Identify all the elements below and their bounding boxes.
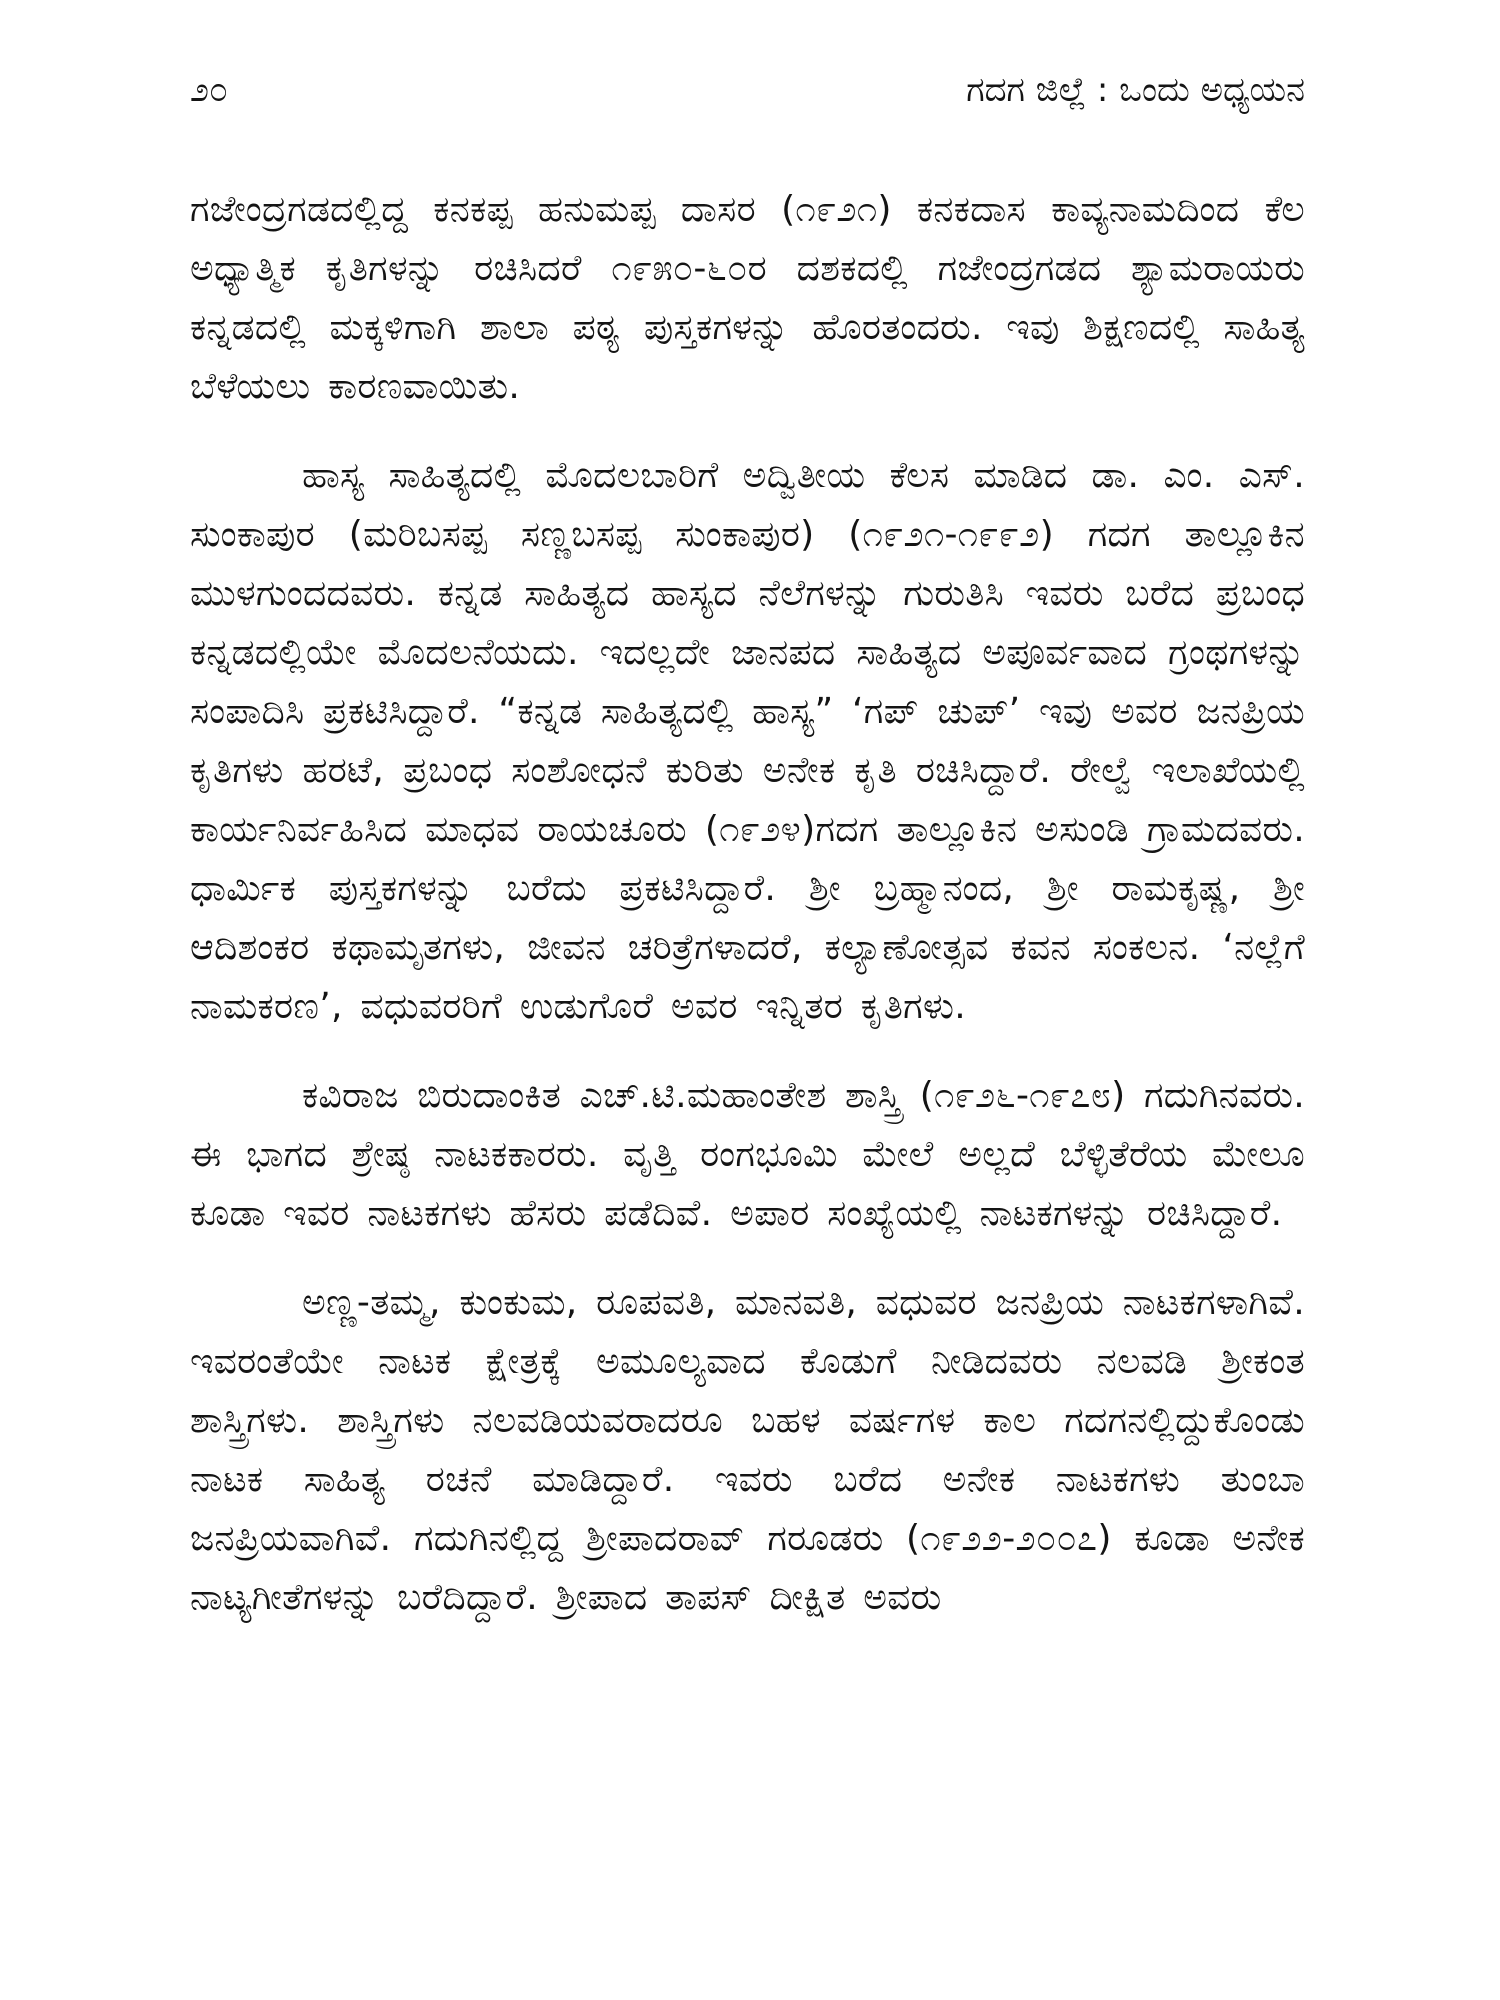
paragraph: ಹಾಸ್ಯ ಸಾಹಿತ್ಯದಲ್ಲಿ ಮೊದಲಬಾರಿಗೆ ಅದ್ವಿತೀಯ ಕೆಲಸ ಮಾಡಿದ ಡಾ. ಎಂ. ಎಸ್. ಸುಂಕಾಪುರ (ಮರಿಬಸಪ್ಪ ಸಣ್ಣಬಸಪ್ಪ ಸುಂಕಾಪುರ) (೧೯೨೧-೧೯೯೨) ಗದಗ ತಾಲ್ಲೂಕಿನ ಮುಳಗುಂದದವರು. ಕನ್ನಡ ಸಾಹಿತ್ಯದ ಹಾಸ್ಯದ ನೆಲೆಗಳನ್ನು ಗುರುತಿಸಿ ಇವರು ಬರೆದ ಪ್ರಬಂಧ ಕನ್ನಡದಲ್ಲಿಯೇ ಮೊದಲನೆಯದು. ಇದಲ್ಲದೇ ಜಾನಪದ ಸಾಹಿತ್ಯದ ಅಪೂರ್ವವಾದ ಗ್ರಂಥಗಳನ್ನು ಸಂಪಾದಿಸಿ ಪ್ರಕಟಿಸಿದ್ದಾರೆ. “ಕನ್ನಡ ಸಾಹಿತ್ಯದಲ್ಲಿ ಹಾಸ್ಯ” ‘ಗಪ್ ಚುಪ್’ ಇವು ಅವರ ಜನಪ್ರಿಯ ಕೃತಿಗಳು ಹರಟೆ, ಪ್ರಬಂಧ ಸಂಶೋಧನೆ ಕುರಿತು ಅನೇಕ ಕೃತಿ ರಚಿಸಿದ್ದಾರೆ. ರೇಲ್ವೆ ಇಲಾಖೆಯಲ್ಲಿ ಕಾರ್ಯನಿರ್ವಹಿಸಿದ ಮಾಧವ ರಾಯಚೂರು (೧೯೨೪)ಗದಗ ತಾಲ್ಲೂಕಿನ ಅಸುಂಡಿ ಗ್ರಾಮದವರು. ಧಾರ್ಮಿಕ ಪುಸ್ತಕಗಳನ್ನು ಬರೆದು ಪ್ರಕಟಿಸಿದ್ದಾರೆ. ಶ್ರೀ ಬ್ರಹ್ಮಾನಂದ, ಶ್ರೀ ರಾಮಕೃಷ್ಣ, ಶ್ರೀ ಆದಿಶಂಕರ ಕಥಾಮೃತಗಳು, ಜೀವನ ಚರಿತ್ರೆಗಳಾದರೆ, ಕಲ್ಯಾಣೋತ್ಸವ ಕವನ ಸಂಕಲನ. ‘ನಲ್ಲೆಗೆ ನಾಮಕರಣ’, ವಧುವರರಿಗೆ ಉಡುಗೊರೆ ಅವರ ಇನ್ನಿತರ ಕೃತಿಗಳು. xyxy=(190,455,1305,1027)
running-title: ಗದಗ ಜಿಲ್ಲೆ : ಒಂದು ಅಧ್ಯಯನ xyxy=(966,70,1305,110)
page-number: ೨೦ xyxy=(190,70,229,110)
body-text xyxy=(190,180,1305,1657)
page-header xyxy=(190,70,1305,120)
paragraph: ಅಣ್ಣ-ತಮ್ಮ, ಕುಂಕುಮ, ರೂಪವತಿ, ಮಾನವತಿ, ವಧುವರ ಜನಪ್ರಿಯ ನಾಟಕಗಳಾಗಿವೆ. ಇವರಂತೆಯೇ ನಾಟಕ ಕ್ಷೇತ್ರಕ್ಕೆ ಅಮೂಲ್ಯವಾದ ಕೊಡುಗೆ ನೀಡಿದವರು ನಲವಡಿ ಶ್ರೀಕಂತ ಶಾಸ್ತ್ರಿಗಳು. ಶಾಸ್ತ್ರಿಗಳು ನಲವಡಿಯವರಾದರೂ ಬಹಳ ವರ್ಷಗಳ ಕಾಲ ಗದಗನಲ್ಲಿದ್ದುಕೊಂಡು ನಾಟಕ ಸಾಹಿತ್ಯ ರಚನೆ ಮಾಡಿದ್ದಾರೆ. ಇವರು ಬರೆದ ಅನೇಕ ನಾಟಕಗಳು ತುಂಬಾ ಜನಪ್ರಿಯವಾಗಿವೆ. ಗದುಗಿನಲ್ಲಿದ್ದ ಶ್ರೀಪಾದರಾವ್ ಗರೂಡರು (೧೯೨೨-೨೦೦೭) ಕೂಡಾ ಅನೇಕ ನಾಟ್ಯಗೀತೆಗಳನ್ನು ಬರೆದಿದ್ದಾರೆ. ಶ್ರೀಪಾದ ತಾಪಸ್ ದೀಕ್ಷಿತ ಅವರು xyxy=(190,1282,1305,1618)
paragraph: ಕವಿರಾಜ ಬಿರುದಾಂಕಿತ ಎಚ್.ಟಿ.ಮಹಾಂತೇಶ ಶಾಸ್ತ್ರಿ (೧೯೨೬-೧೯೭೮) ಗದುಗಿನವರು. ಈ ಭಾಗದ ಶ್ರೇಷ್ಠ ನಾಟಕಕಾರರು. ವೃತ್ತಿ ರಂಗಭೂಮಿ ಮೇಲೆ ಅಲ್ಲದೆ ಬೆಳ್ಳಿತೆರೆಯ ಮೇಲೂ ಕೂಡಾ ಇವರ ನಾಟಕಗಳು ಹೆಸರು ಪಡೆದಿವೆ. ಅಪಾರ ಸಂಖ್ಯೆಯಲ್ಲಿ ನಾಟಕಗಳನ್ನು ರಚಿಸಿದ್ದಾರೆ. xyxy=(190,1075,1305,1234)
paragraph: ಗಜೇಂದ್ರಗಡದಲ್ಲಿದ್ದ ಕನಕಪ್ಪ ಹನುಮಪ್ಪ ದಾಸರ (೧೯೨೧) ಕನಕದಾಸ ಕಾವ್ಯನಾಮದಿಂದ ಕೆಲ ಅಧ್ಯಾತ್ಮಿಕ ಕೃತಿಗಳನ್ನು ರಚಿಸಿದರೆ ೧೯೫೦-೬೦ರ ದಶಕದಲ್ಲಿ ಗಜೇಂದ್ರಗಡದ ಶ್ಯಾಮರಾಯರು ಕನ್ನಡದಲ್ಲಿ ಮಕ್ಕಳಿಗಾಗಿ ಶಾಲಾ ಪಠ್ಯ ಪುಸ್ತಕಗಳನ್ನು ಹೊರತಂದರು. ಇವು ಶಿಕ್ಷಣದಲ್ಲಿ ಸಾಹಿತ್ಯ ಬೆಳೆಯಲು ಕಾರಣವಾಯಿತು. xyxy=(190,189,1305,407)
